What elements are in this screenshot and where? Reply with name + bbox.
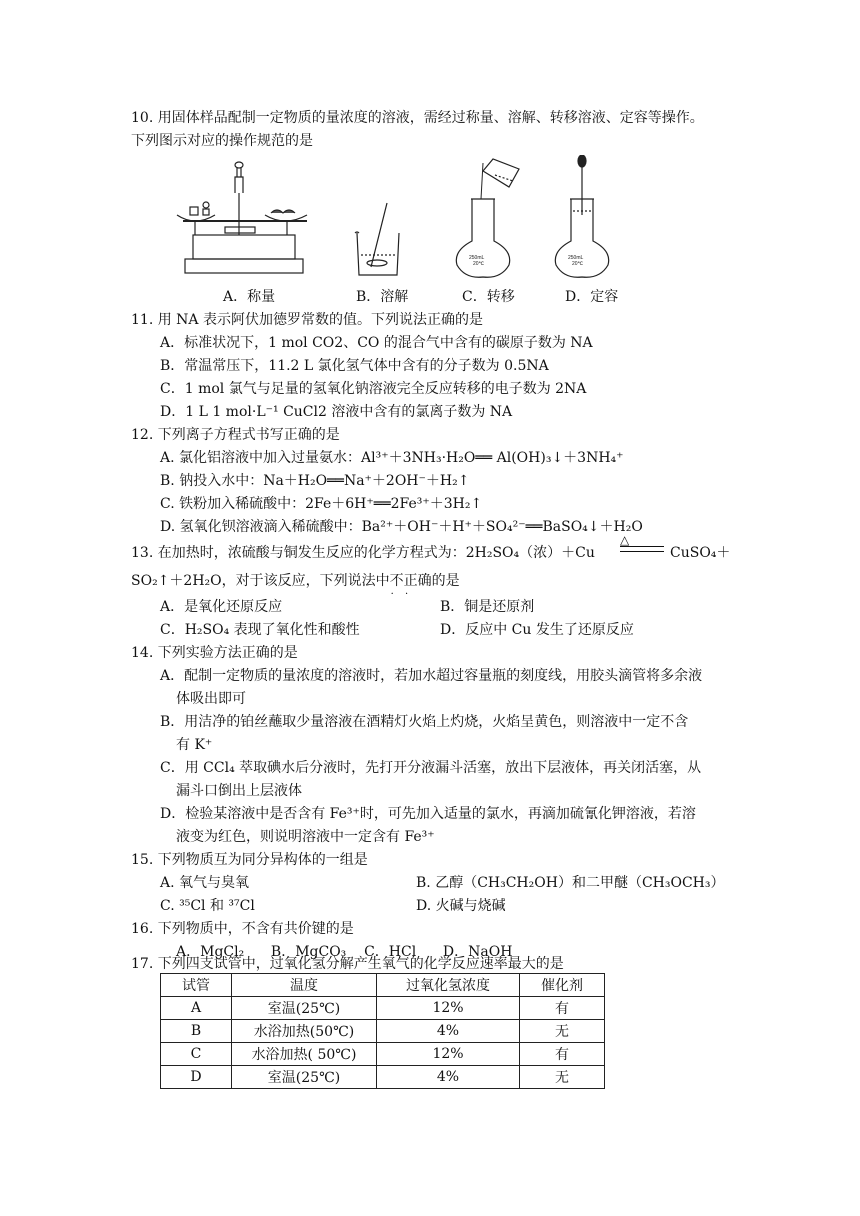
heat-symbol: △	[620, 533, 630, 547]
q13-stem-part2: CuSO₄＋	[670, 545, 731, 561]
q13-option-a: A．是氧化还原反应	[160, 599, 283, 615]
table-header: 试管	[161, 974, 232, 997]
table-header: 温度	[232, 974, 377, 997]
q11-option-a: A．标准状况下，1 mol CO2、CO 的混合气中含有的碳原子数为 NA	[160, 335, 593, 351]
table-cell: 室温(25℃)	[232, 997, 377, 1020]
q13-stem-part1: 13. 在加热时，浓硫酸与铜发生反应的化学方程式为：2H₂SO₄（浓）＋Cu	[131, 545, 595, 561]
table-cell: 有	[520, 1043, 605, 1066]
q14-option-b-line1: B．用洁净的铂丝蘸取少量溶液在酒精灯火焰上灼烧，火焰呈黄色，则溶液中一定不含	[160, 714, 689, 730]
q11-option-d: D．1 L 1 mol·L⁻¹ CuCl2 溶液中含有的氯离子数为 NA	[160, 404, 513, 420]
q14-option-a-line2: 体吸出即可	[176, 691, 246, 707]
q11-option-c: C．1 mol 氯气与足量的氢氧化钠溶液完全反应转移的电子数为 2NA	[160, 381, 587, 397]
table-cell: 12%	[377, 997, 520, 1020]
caption-b: B．溶解	[356, 289, 409, 305]
balance-figure	[177, 162, 307, 273]
table-row	[161, 1066, 605, 1089]
q14-option-d-line1: D．检验某溶液中是否含有 Fe³⁺时，可先加入适量的氯水，再滴加硫氰化钾溶液，若溶	[160, 806, 696, 822]
q14-option-a-line1: A．配制一定物质的量浓度的溶液时，若加水超过容量瓶的刻度线，用胶头滴管将多余液	[160, 668, 703, 684]
q11-stem: 11. 用 NA 表示阿伏加德罗常数的值。下列说法正确的是	[131, 312, 483, 328]
table-cell: 室温(25℃)	[232, 1066, 377, 1089]
q12-stem: 12. 下列离子方程式书写正确的是	[131, 427, 340, 443]
caption-d: D．定容	[565, 289, 619, 305]
table-row	[161, 1020, 605, 1043]
q13-option-c: C．H₂SO₄ 表现了氧化性和酸性	[160, 622, 360, 638]
beaker-figure	[355, 203, 399, 275]
q12-option-c: C. 铁粉加入稀硫酸中：2Fe＋6H⁺══2Fe³⁺＋3H₂↑	[160, 496, 483, 512]
table-cell: C	[161, 1043, 232, 1066]
q12-option-d: D. 氢氧化钡溶液滴入稀硫酸中：Ba²⁺＋OH⁻＋H⁺＋SO₄²⁻══BaSO₄↓＋H₂O	[160, 519, 643, 535]
q14-option-b-line2: 有 K⁺	[176, 737, 213, 753]
q13-option-d: D．反应中 Cu 发生了还原反应	[440, 622, 634, 638]
table-row	[161, 1043, 605, 1066]
caption-c: C．转移	[462, 289, 515, 305]
q14-option-d-line2: 液变为红色，则说明溶液中一定含有 Fe³⁺	[176, 829, 435, 845]
table-header: 催化剂	[520, 974, 605, 997]
lab-apparatus-figures	[175, 155, 645, 280]
q15-option-c: C. ³⁵Cl 和 ³⁷Cl	[160, 898, 255, 914]
table-cell: D	[161, 1066, 232, 1089]
q15-option-a: A. 氧气与臭氧	[160, 875, 250, 891]
q14-stem: 14. 下列实验方法正确的是	[131, 645, 298, 661]
emphasis-not-correct: 不正确 · ·	[390, 573, 432, 589]
table-cell: 4%	[377, 1066, 520, 1089]
q15-option-b: B. 乙醇（CH₃CH₂OH）和二甲醚（CH₃OCH₃）	[416, 875, 725, 891]
table-cell: 无	[520, 1066, 605, 1089]
q11-option-b: B．常温常压下，11.2 L 氯化氢气体中含有的分子数为 0.5NA	[160, 358, 549, 374]
table-cell: 水浴加热( 50℃)	[232, 1043, 377, 1066]
q12-option-a: A. 氯化铝溶液中加入过量氨水：Al³⁺＋3NH₃·H₂O══ Al(OH)₃↓＋3NH₄⁺	[160, 450, 624, 466]
q13-stem-text: SO₂↑＋2H₂O，对于该反应，下列说法中	[131, 573, 390, 589]
flask-dropper-figure	[555, 155, 608, 277]
table-cell: 12%	[377, 1043, 520, 1066]
q17-stem: 17. 下列四支试管中，过氧化氢分解产生氧气的化学反应速率最大的是	[131, 956, 564, 972]
table-cell: 水浴加热(50℃)	[232, 1020, 377, 1043]
q17-table	[160, 973, 605, 1089]
q10-stem-line1: 10. 用固体样品配制一定物质的量浓度的溶液，需经过称量、溶解、转移溶液、定容等操作。	[131, 110, 704, 126]
table-header: 过氧化氢浓度	[377, 974, 520, 997]
reaction-equals-sign	[620, 546, 664, 552]
flask-d-label-temp: 20℃	[572, 261, 584, 267]
q15-stem: 15. 下列物质互为同分异构体的一组是	[131, 852, 368, 868]
q10-stem-line2: 下列图示对应的操作规范的是	[131, 133, 313, 149]
q16-options: A．MgCl₂ B．MgCO₃ C．HCl D．NaOH	[176, 944, 513, 960]
table-cell: 无	[520, 1020, 605, 1043]
q14-option-c-line1: C．用 CCl₄ 萃取碘水后分液时，先打开分液漏斗活塞，放出下层液体，再关闭活塞，从	[160, 760, 702, 776]
table-row	[161, 997, 605, 1020]
q13-stem-line2	[131, 571, 460, 591]
table-cell: 4%	[377, 1020, 520, 1043]
flask-d-label-volume: 250mL	[568, 255, 584, 261]
q13-option-b: B．铜是还原剂	[440, 599, 535, 615]
flask-c-label-volume: 250mL	[469, 255, 485, 261]
q13-stem-end: 的是	[431, 573, 460, 589]
table-header-row	[161, 974, 605, 997]
table-cell: 有	[520, 997, 605, 1020]
q12-option-b: B. 钠投入水中：Na＋H₂O══Na⁺＋2OH⁻＋H₂↑	[160, 473, 470, 489]
q16-stem: 16. 下列物质中，不含有共价键的是	[131, 921, 354, 937]
q15-option-d: D. 火碱与烧碱	[416, 898, 506, 914]
flask-c-label-temp: 20℃	[473, 261, 485, 267]
table-cell: B	[161, 1020, 232, 1043]
q14-option-c-line2: 漏斗口倒出上层液体	[176, 783, 302, 799]
flask-transfer-figure	[456, 159, 519, 277]
table-cell: A	[161, 997, 232, 1020]
caption-a: A．称量	[223, 289, 276, 305]
